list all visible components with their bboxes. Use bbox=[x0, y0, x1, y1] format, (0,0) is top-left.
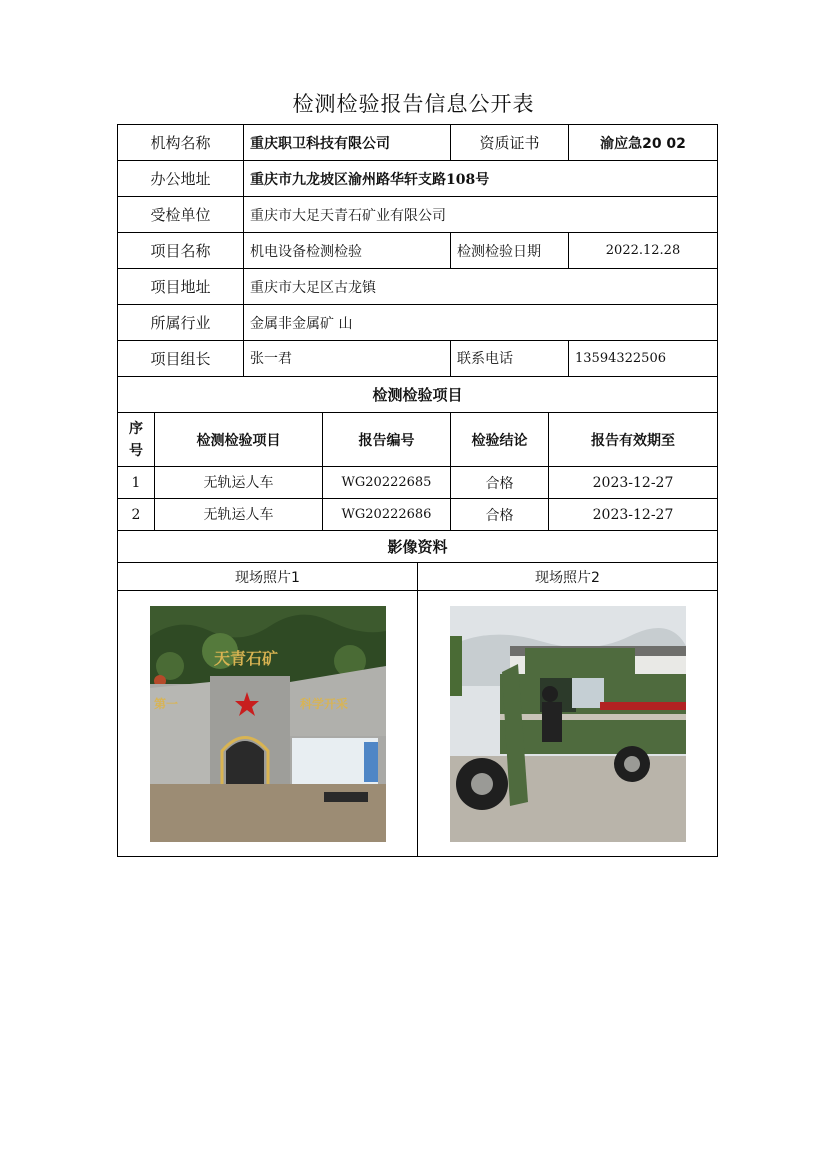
leader-value: 张一君 bbox=[244, 341, 451, 377]
client-value: 重庆市大足天青石矿业有限公司 bbox=[244, 197, 718, 233]
row-no: 2 bbox=[118, 499, 155, 531]
addr-label: 办公地址 bbox=[118, 161, 244, 197]
photo2-label: 现场照片2 bbox=[418, 563, 718, 591]
date-label: 检测检验日期 bbox=[451, 233, 569, 269]
row-result: 合格 bbox=[451, 467, 549, 499]
project-label: 项目名称 bbox=[118, 233, 244, 269]
report-sheet bbox=[117, 124, 717, 857]
phone-value: 13594322506 bbox=[569, 341, 718, 377]
cert-label: 资质证书 bbox=[451, 125, 569, 161]
site-value: 重庆市大足区古龙镇 bbox=[244, 269, 718, 305]
mine-tunnel-photo bbox=[150, 606, 386, 842]
row-report: WG20222686 bbox=[323, 499, 451, 531]
info-table bbox=[117, 124, 718, 413]
page-title: 检测检验报告信息公开表 bbox=[292, 92, 535, 116]
items-section-title: 检测检验项目 bbox=[118, 377, 718, 413]
photo1-label: 现场照片1 bbox=[118, 563, 418, 591]
project-value: 机电设备检测检验 bbox=[244, 233, 451, 269]
org-label: 机构名称 bbox=[118, 125, 244, 161]
header-valid: 报告有效期至 bbox=[549, 413, 718, 467]
row-valid: 2023-12-27 bbox=[549, 499, 718, 531]
header-result: 检验结论 bbox=[451, 413, 549, 467]
row-valid: 2023-12-27 bbox=[549, 467, 718, 499]
photo1-sign-text: 天青石矿 bbox=[213, 648, 278, 668]
photo-table bbox=[117, 562, 718, 857]
images-section-title: 影像资料 bbox=[118, 531, 718, 563]
photo1-cell bbox=[118, 591, 418, 857]
items-table bbox=[117, 412, 718, 563]
row-no: 1 bbox=[118, 467, 155, 499]
leader-label: 项目组长 bbox=[118, 341, 244, 377]
client-label: 受检单位 bbox=[118, 197, 244, 233]
personnel-vehicle-photo bbox=[450, 606, 686, 842]
phone-label: 联系电话 bbox=[451, 341, 569, 377]
industry-value: 金属非金属矿 山 bbox=[244, 305, 718, 341]
org-value: 重庆职卫科技有限公司 bbox=[244, 125, 451, 161]
header-no: 序号 bbox=[118, 413, 155, 467]
industry-label: 所属行业 bbox=[118, 305, 244, 341]
row-result: 合格 bbox=[451, 499, 549, 531]
row-item: 无轨运人车 bbox=[155, 467, 323, 499]
table-row bbox=[118, 499, 718, 531]
photo2-cell bbox=[418, 591, 718, 857]
addr-value: 重庆市九龙坡区渝州路华轩支路108号 bbox=[244, 161, 718, 197]
cert-value: 渝应急20 02 bbox=[569, 125, 718, 161]
site-label: 项目地址 bbox=[118, 269, 244, 305]
date-value: 2022.12.28 bbox=[569, 233, 718, 269]
header-item: 检测检验项目 bbox=[155, 413, 323, 467]
row-item: 无轨运人车 bbox=[155, 499, 323, 531]
table-row bbox=[118, 467, 718, 499]
photo1-left-text: 第一 bbox=[153, 696, 178, 711]
photo1-right-text: 科学开采 bbox=[299, 696, 348, 711]
header-report: 报告编号 bbox=[323, 413, 451, 467]
row-report: WG20222685 bbox=[323, 467, 451, 499]
